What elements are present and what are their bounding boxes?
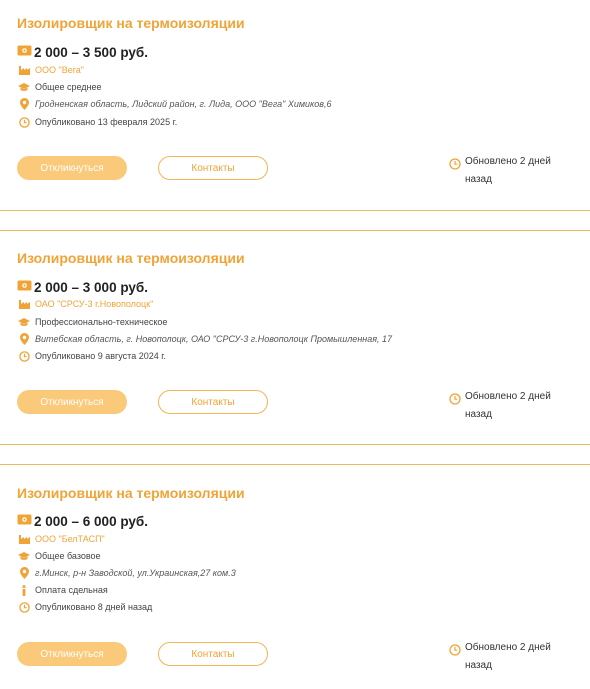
money-icon bbox=[17, 43, 32, 61]
vacancy-title[interactable]: Изолировщик на термоизоляции bbox=[17, 485, 245, 501]
clock-icon bbox=[18, 601, 30, 613]
salary bbox=[17, 512, 148, 530]
address-text: г.Минск, р-н Заводской, ул.Украинская,27 ком.3 bbox=[35, 568, 236, 578]
clock-icon bbox=[18, 350, 30, 362]
updated-line2: назад bbox=[465, 174, 492, 185]
payment-text: Оплата сдельная bbox=[35, 585, 108, 595]
updated-info bbox=[449, 391, 579, 424]
apply-button[interactable]: Откликнуться bbox=[17, 156, 127, 180]
updated-text bbox=[465, 388, 551, 424]
info-icon bbox=[18, 584, 30, 596]
published-text: Опубликовано 9 августа 2024 г. bbox=[35, 351, 166, 361]
contacts-button[interactable]: Контакты bbox=[158, 642, 268, 666]
graduation-cap-icon bbox=[18, 550, 30, 562]
company-row bbox=[18, 533, 105, 545]
clock-icon bbox=[18, 116, 30, 128]
money-icon bbox=[17, 278, 32, 296]
updated-line2: назад bbox=[465, 660, 492, 671]
card-separator bbox=[0, 464, 590, 465]
company-link[interactable]: ООО "Вега" bbox=[35, 65, 84, 75]
card-separator bbox=[0, 210, 590, 211]
updated-info bbox=[449, 642, 579, 675]
salary-value: 2 000 – 6 000 руб. bbox=[34, 513, 148, 529]
address-row bbox=[18, 98, 332, 110]
contacts-button[interactable]: Контакты bbox=[158, 390, 268, 414]
money-icon bbox=[17, 512, 32, 530]
education-text: Общее среднее bbox=[35, 82, 102, 92]
clock-icon bbox=[449, 157, 461, 169]
salary-value: 2 000 – 3 500 руб. bbox=[34, 44, 148, 60]
updated-line1: Обновлено 2 дней bbox=[465, 156, 551, 167]
map-pin-icon bbox=[18, 567, 30, 579]
salary bbox=[17, 278, 148, 296]
factory-icon bbox=[18, 64, 30, 76]
updated-info bbox=[449, 156, 579, 189]
education-text: Общее базовое bbox=[35, 551, 101, 561]
apply-button[interactable]: Откликнуться bbox=[17, 642, 127, 666]
apply-button[interactable]: Откликнуться bbox=[17, 390, 127, 414]
published-text: Опубликовано 13 февраля 2025 г. bbox=[35, 117, 178, 127]
company-row bbox=[18, 298, 153, 310]
updated-line2: назад bbox=[465, 409, 492, 420]
address-text: Витебская область, г. Новополоцк, ОАО "СРСУ-3 г.Новополоцк Промышленная, 17 bbox=[35, 334, 393, 344]
updated-line1: Обновлено 2 дней bbox=[465, 391, 551, 402]
contacts-button[interactable]: Контакты bbox=[158, 156, 268, 180]
published-row bbox=[18, 601, 152, 613]
clock-icon bbox=[449, 392, 461, 404]
updated-text bbox=[465, 153, 551, 189]
address-row bbox=[18, 333, 392, 345]
factory-icon bbox=[18, 298, 30, 310]
vacancy-title[interactable]: Изолировщик на термоизоляции bbox=[17, 15, 245, 31]
updated-line1: Обновлено 2 дней bbox=[465, 642, 551, 653]
clock-icon bbox=[449, 643, 461, 655]
company-link[interactable]: ООО "БелТАСП" bbox=[35, 534, 105, 544]
education-row bbox=[18, 550, 101, 562]
education-row bbox=[18, 81, 102, 93]
card-separator bbox=[0, 444, 590, 445]
address-text: Гродненская область, Лидский район, г. Лида, ООО "Вега" Химиков,6 bbox=[35, 99, 332, 109]
education-text: Профессионально-техническое bbox=[35, 317, 168, 327]
graduation-cap-icon bbox=[18, 81, 30, 93]
graduation-cap-icon bbox=[18, 316, 30, 328]
published-row bbox=[18, 116, 177, 128]
company-row bbox=[18, 64, 84, 76]
education-row bbox=[18, 316, 167, 328]
map-pin-icon bbox=[18, 98, 30, 110]
salary bbox=[17, 43, 148, 61]
vacancy-title[interactable]: Изолировщик на термоизоляции bbox=[17, 250, 245, 266]
published-text: Опубликовано 8 дней назад bbox=[35, 602, 153, 612]
published-row bbox=[18, 350, 166, 362]
company-link[interactable]: ОАО "СРСУ-3 г.Новополоцк" bbox=[35, 299, 154, 309]
salary-value: 2 000 – 3 000 руб. bbox=[34, 279, 148, 295]
address-row bbox=[18, 567, 236, 579]
updated-text bbox=[465, 639, 551, 675]
map-pin-icon bbox=[18, 333, 30, 345]
card-separator bbox=[0, 230, 590, 231]
factory-icon bbox=[18, 533, 30, 545]
payment-row bbox=[18, 584, 108, 596]
